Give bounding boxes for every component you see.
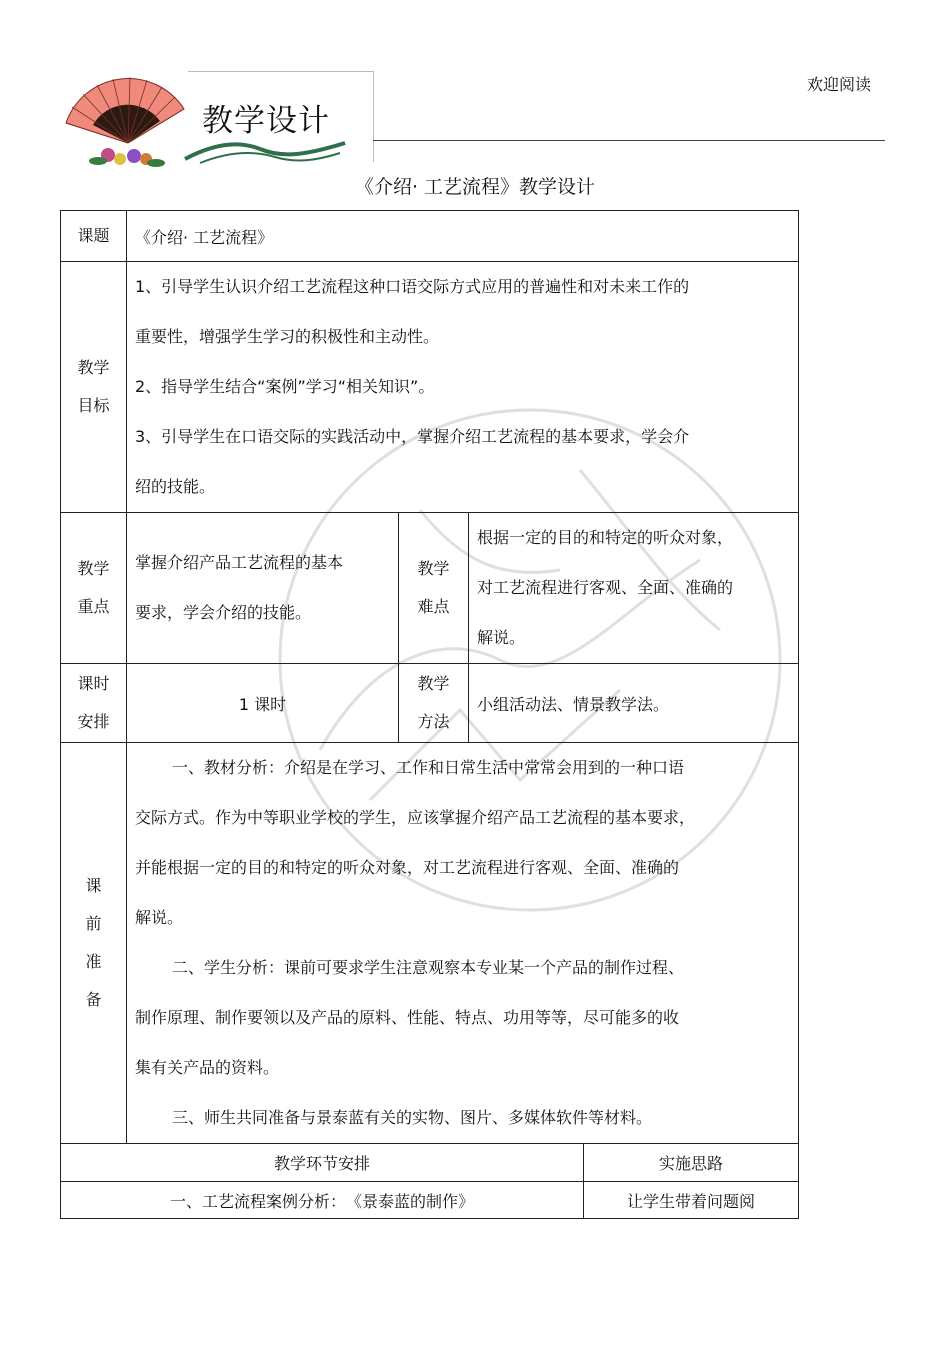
prep-row [61,743,799,1144]
goal-line: 2、指导学生结合“案例”学习“相关知识”。 [135,377,435,396]
goals-label-line: 目标 [77,396,110,415]
folding-fan-icon [64,73,194,173]
goals-label-line: 教学 [77,358,110,377]
key-content [127,513,399,664]
difficulty-line: 解说。 [477,628,526,647]
difficulty-content [469,513,799,664]
schedule-value: 1 课时 [127,664,399,743]
prep-line: 交际方式。作为中等职业学校的学生，应该掌握介绍产品工艺流程的基本要求， [135,808,696,827]
schedule-label-line: 课时 [77,674,110,693]
key-label-line: 重点 [77,597,110,616]
prep-line: 集有关产品的资料。 [135,1058,280,1077]
topic-row [61,211,799,262]
method-label [399,664,469,743]
header-rule [373,140,885,141]
arrangement-header-right: 实施思路 [584,1144,799,1182]
goals-content [127,262,799,513]
prep-line: 一、教材分析：介绍是在学习、工作和日常生活中常常会用到的一种口语 [172,758,685,777]
goals-label [61,262,127,513]
prep-content [127,743,799,1144]
logo-title: 教学设计 [202,103,330,139]
arrangement-header-row [61,1144,799,1182]
goal-line: 1、引导学生认识介绍工艺流程这种口语交际方式应用的普遍性和对未来工作的 [135,277,690,296]
arrangement-row-right: 让学生带着问题阅 [584,1182,799,1219]
difficulty-label [399,513,469,664]
key-line: 掌握介绍产品工艺流程的基本 [135,553,344,572]
key-difficulty-row [61,513,799,664]
prep-line: 二、学生分析：课前可要求学生注意观察本专业某一个产品的制作过程、 [172,958,685,977]
key-label-line: 教学 [77,559,110,578]
method-label-line: 方法 [417,712,450,731]
goals-row [61,262,799,513]
document-title: 《介绍· 工艺流程》教学设计 [354,176,596,198]
method-label-line: 教学 [417,674,450,693]
goal-line: 重要性，增强学生学习的积极性和主动性。 [135,327,440,346]
difficulty-label-line: 难点 [417,597,450,616]
arrangement-row [61,1182,799,1219]
method-value: 小组活动法、情景教学法。 [469,664,799,743]
prep-line: 三、师生共同准备与景泰蓝有关的实物、图片、多媒体软件等材料。 [172,1108,653,1127]
prep-label-char: 前 [85,914,102,933]
difficulty-line: 对工艺流程进行客观、全面、准确的 [477,578,734,597]
page-header [60,65,890,170]
prep-label-char: 备 [85,990,102,1009]
welcome-text: 欢迎阅读 [807,75,872,94]
goal-line: 绍的技能。 [135,477,216,496]
prep-label-char: 课 [85,876,102,895]
green-wave-icon [180,133,350,167]
difficulty-label-line: 教学 [417,559,450,578]
topic-label: 课题 [61,211,127,262]
schedule-label-line: 安排 [77,712,110,731]
prep-label [61,743,127,1144]
key-label [61,513,127,664]
difficulty-line: 根据一定的目的和特定的听众对象， [477,528,734,547]
prep-line: 制作原理、制作要领以及产品的原料、性能、特点、功用等等，尽可能多的收 [135,1008,680,1027]
prep-label-char: 准 [85,952,102,971]
topic-value: 《介绍· 工艺流程》 [127,211,799,262]
arrangement-header-left: 教学环节安排 [61,1144,584,1182]
schedule-label [61,664,127,743]
schedule-method-row [61,664,799,743]
prep-line: 并能根据一定的目的和特定的听众对象，对工艺流程进行客观、全面、准确的 [135,858,680,877]
key-line: 要求，学会介绍的技能。 [135,603,312,622]
prep-line: 解说。 [135,908,184,927]
goal-line: 3、引导学生在口语交际的实践活动中，掌握介绍工艺流程的基本要求，学会介 [135,427,690,446]
arrangement-row-left: 一、工艺流程案例分析： 《景泰蓝的制作》 [61,1182,584,1219]
lesson-plan-table [60,210,799,1219]
